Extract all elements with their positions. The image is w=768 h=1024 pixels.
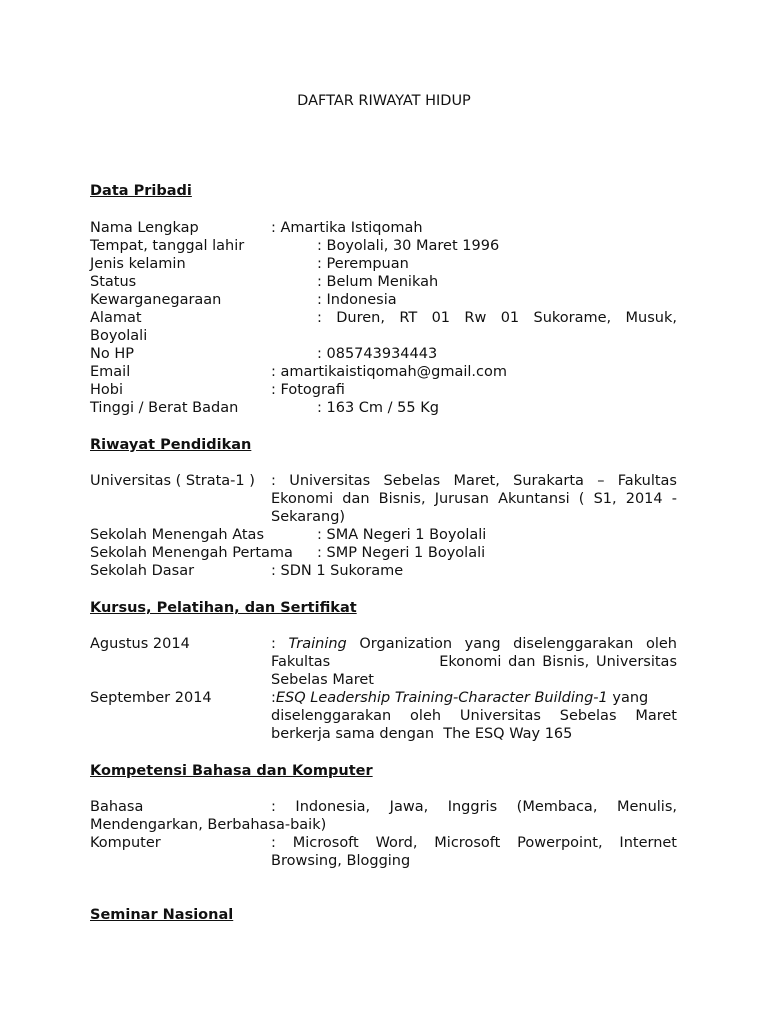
label-kursus-1: Agustus 2014 — [90, 636, 190, 652]
kursus-2-italic: ESQ Leadership Training-Character Building-1 — [275, 690, 608, 706]
label-no-hp: No HP — [90, 346, 134, 362]
value-jenis-kelamin: : Perempuan — [317, 256, 409, 272]
label-hobi: Hobi — [90, 382, 124, 398]
value-komputer-line2: Browsing, Blogging — [271, 853, 411, 869]
label-jenis-kelamin: Jenis kelamin — [90, 256, 186, 272]
label-nama: Nama Lengkap — [90, 220, 199, 236]
label-bahasa: Bahasa — [90, 799, 144, 815]
value-alamat: : Duren, RT 01 Rw 01 Sukorame, Musuk, — [317, 310, 677, 326]
value-ttl: : Boyolali, 30 Maret 1996 — [317, 238, 500, 254]
value-sd: : SDN 1 Sukorame — [271, 563, 404, 579]
heading-seminar: Seminar Nasional — [90, 907, 234, 923]
document-title: DAFTAR RIWAYAT HIDUP — [297, 93, 471, 109]
value-bahasa-line1: : Indonesia, Jawa, Inggris (Membaca, Menulis, — [271, 799, 677, 815]
label-alamat: Alamat — [90, 310, 142, 326]
value-kursus-1-line3: Sebelas Maret — [271, 672, 374, 688]
kursus-2-rest: yang — [607, 690, 649, 706]
value-status: : Belum Menikah — [317, 274, 439, 290]
label-email: Email — [90, 364, 131, 380]
kursus-1-italic: Training — [288, 636, 347, 652]
value-nama: : Amartika Istiqomah — [271, 220, 423, 236]
kursus-1-prefix: : — [271, 636, 289, 652]
label-tinggi: Tinggi / Berat Badan — [90, 400, 239, 416]
value-kursus-2-line1 — [271, 690, 648, 706]
label-kursus-2: September 2014 — [90, 690, 212, 706]
value-alamat-cont: Boyolali — [90, 328, 148, 344]
value-komputer-line1: : Microsoft Word, Microsoft Powerpoint, Internet — [271, 835, 677, 851]
heading-data-pribadi: Data Pribadi — [90, 183, 192, 199]
label-status: Status — [90, 274, 137, 290]
value-kursus-2-line3: berkerja sama dengan The ESQ Way 165 — [271, 726, 573, 742]
label-sd: Sekolah Dasar — [90, 563, 195, 579]
label-smp: Sekolah Menengah Pertama — [90, 545, 293, 561]
value-kursus-1-line2: Fakultas Ekonomi dan Bisnis, Universitas — [271, 654, 677, 670]
value-universitas-line1: : Universitas Sebelas Maret, Surakarta – Fakultas — [271, 473, 677, 489]
value-sma: : SMA Negeri 1 Boyolali — [317, 527, 487, 543]
heading-kompetensi: Kompetensi Bahasa dan Komputer — [90, 763, 373, 779]
value-universitas-line3: Sekarang) — [271, 509, 346, 525]
value-no-hp: : 085743934443 — [317, 346, 438, 362]
label-universitas: Universitas ( Strata-1 ) — [90, 473, 255, 489]
label-ttl: Tempat, tanggal lahir — [90, 238, 245, 254]
value-kursus-2-line2: diselenggarakan oleh Universitas Sebelas Maret — [271, 708, 677, 724]
label-komputer: Komputer — [90, 835, 161, 851]
value-kursus-1-line1 — [271, 636, 677, 652]
value-hobi: : Fotografi — [271, 382, 345, 398]
heading-riwayat-pendidikan: Riwayat Pendidikan — [90, 437, 252, 453]
label-sma: Sekolah Menengah Atas — [90, 527, 264, 543]
label-kewarganegaraan: Kewarganegaraan — [90, 292, 222, 308]
value-universitas-line2: Ekonomi dan Bisnis, Jurusan Akuntansi ( S1, 2014 - — [271, 491, 677, 507]
kursus-1-rest: Organization yang diselenggarakan oleh — [346, 636, 678, 652]
value-email: : amartikaistiqomah@gmail.com — [271, 364, 508, 380]
kursus-2-prefix: : — [271, 690, 276, 706]
value-kewarganegaraan: : Indonesia — [317, 292, 397, 308]
value-tinggi: : 163 Cm / 55 Kg — [317, 400, 439, 416]
value-bahasa-line2: Mendengarkan, Berbahasa-baik) — [90, 817, 327, 833]
heading-kursus: Kursus, Pelatihan, dan Sertifikat — [90, 600, 357, 616]
value-smp: : SMP Negeri 1 Boyolali — [317, 545, 486, 561]
